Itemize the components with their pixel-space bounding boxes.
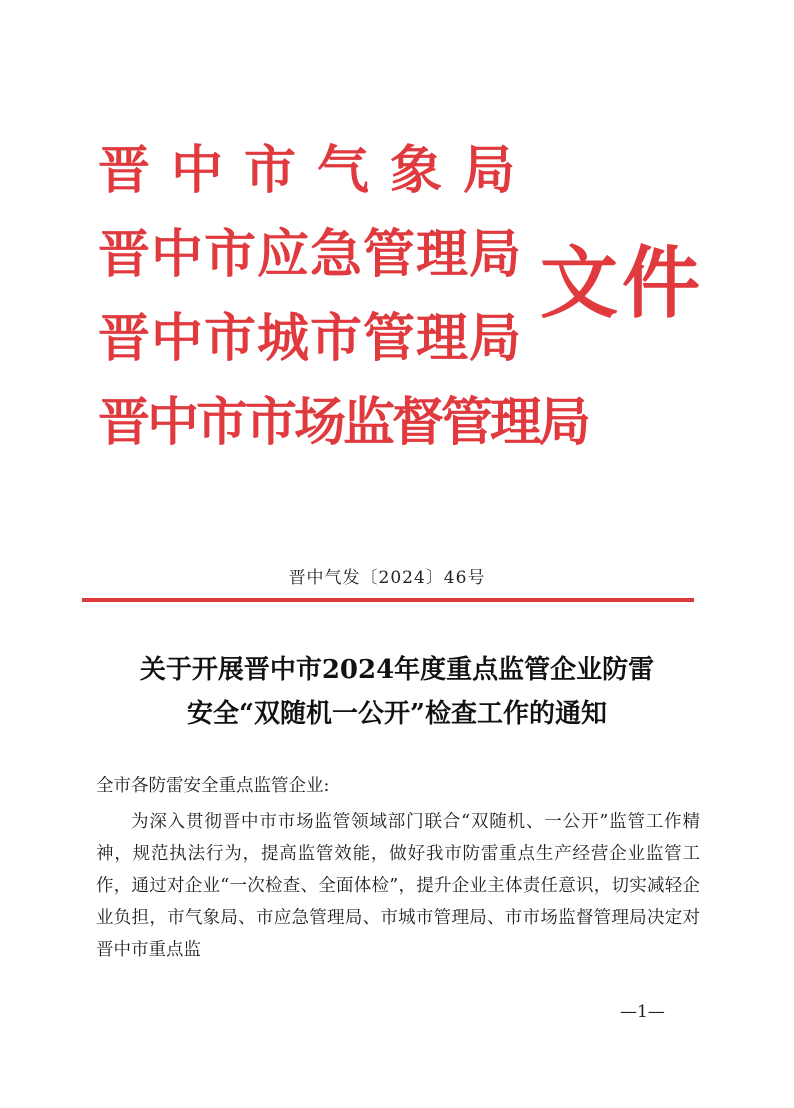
notice-title: [60, 648, 734, 736]
red-divider-line: [82, 598, 694, 602]
page-number: —1—: [620, 1002, 665, 1022]
issuer-market-supervision-bureau: 晋中市市场监督管理局: [98, 392, 589, 453]
notice-body: [96, 770, 700, 966]
document-number: 晋中气发〔2024〕46号: [288, 568, 486, 588]
salutation: 全市各防雷安全重点监管企业:: [96, 776, 330, 796]
issuer-block: [98, 140, 589, 476]
notice-title-line-2: 安全“双随机一公开”检查工作的通知: [187, 699, 607, 729]
document-type-label: 文件: [540, 238, 705, 329]
issuer-urban-management-bureau: 晋中市城市管理局: [98, 308, 523, 369]
issuer-emergency-management-bureau: 晋中市应急管理局: [98, 224, 523, 285]
notice-title-line-1: 关于开展晋中市2024年度重点监管企业防雷: [139, 655, 655, 685]
body-paragraph: 为深入贯彻晋中市市场监管领域部门联合“双随机、一公开”监管工作精神，规范执法行为，提高监管效能，做好我市防雷重点生产经营企业监管工作，通过对企业“一次检查、全面体检”，提升企业主体责任意识，切实减轻企业负担，市气象局、市应急管理局、市城市管理局、市市场监督管理局决定对晋中市重点监: [96, 812, 700, 960]
issuer-meteorological-bureau: 晋中市气象局: [98, 140, 537, 201]
